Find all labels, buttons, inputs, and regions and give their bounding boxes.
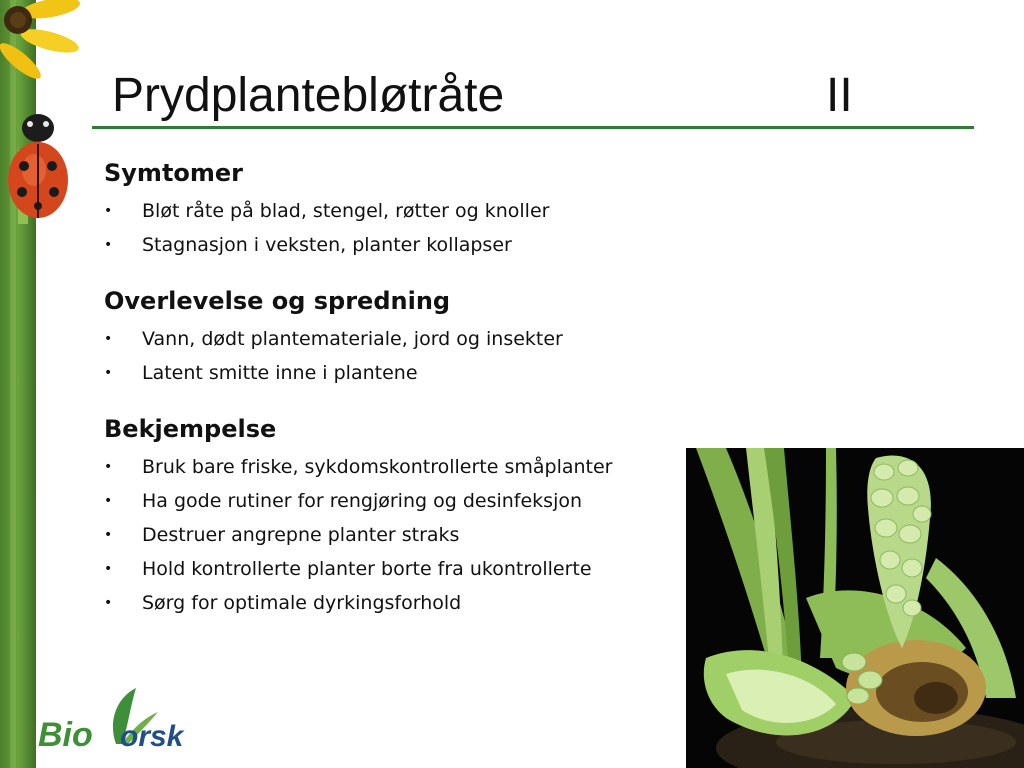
bullet-icon: • — [104, 561, 113, 577]
bullet-icon: • — [104, 237, 113, 253]
section-heading-control: Bekjempelse — [104, 415, 277, 443]
title-divider — [92, 126, 974, 129]
title-text: Prydplantebløtråte — [112, 69, 505, 122]
sunflower-icon — [0, 0, 92, 80]
bullet-icon: • — [104, 459, 113, 475]
bullet-icon: • — [104, 203, 113, 219]
logo-text-bio: Bio — [38, 716, 93, 754]
bullet-icon: • — [104, 331, 113, 347]
bullet-icon: • — [104, 527, 113, 543]
title-numeral: II — [826, 69, 853, 122]
bullet-icon: • — [104, 493, 113, 509]
section-heading-symptoms: Symtomer — [104, 159, 244, 187]
bullet-icon: • — [104, 595, 113, 611]
hyacinth-photo — [686, 448, 1024, 768]
slide: Prydplantebløtråte II Symtomer • Bløt råte på blad, stengel, røtter og knoller • Stagnasjon i veksten, planter kollapser Overlevelse og spredning • Vann, dødt plantemateriale, jord og insekter • Latent smitte inne i plantene Bekjempelse • Bruk bare friske, sykdomskontrollerte småplanter • Ha gode rutiner for rengjøring og desinfeksjon • Destruer angrepne planter straks • Hold kontrollerte planter borte fra ukontrollerte • Sørg for optimale dyrkingsforhold Bio orsk — [0, 0, 1024, 768]
bioforsk-logo — [38, 682, 188, 762]
ladybug-icon — [4, 110, 70, 224]
section-heading-survival: Overlevelse og spredning — [104, 287, 451, 315]
bullet-icon: • — [104, 365, 113, 381]
logo-text-orsk: orsk — [120, 720, 184, 753]
